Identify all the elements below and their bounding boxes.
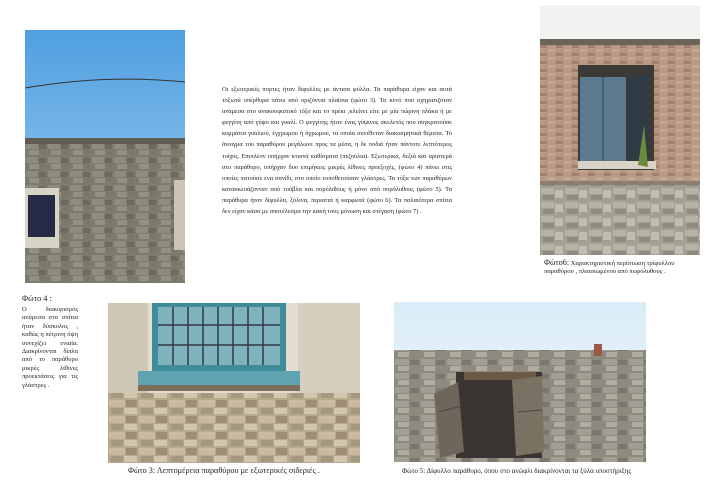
photo6-caption-text: Χαρακτηριστική περίπτωση τρίφυλλου παραθύρου , πλαισιωμένου από πωρόλυθους . [544,260,675,276]
photo6-caption [544,258,694,277]
photo5-caption: Φώτο 5: Δίφυλλο παράθυρο, όπου στο ανώφλι διακρίνονται τα ξύλα υποστήριξης [402,467,632,475]
photo-stone-house-top-left [25,30,185,283]
photo-double-window-bottom-right [394,302,646,462]
photo-window-iron-bars [108,303,360,463]
photo4-caption-text: Ο διακορισμός ανάμεσα στα σπίτια ήταν δύσκολος , καθώς η πέτρινη όψη συνεχίζει ενιαία. Διακρίνονται δίπλα από το παράθυρο μικρές λίθινες προεκτάσεις για τις γλάστρες . [22,306,78,389]
body-text-paragraph: Οι εξωτερικές πορτες ήταν δίφυλλες με άντισα φύλλα. Τα παράθυρα είχαν και αυτά τοξωτά υπέρθυρα πάνω από οριζόντια πλαίσια (φώτο 3). Τα κενό που σχηματιζόταν ανάμεσα στο ανακουφιστικό τόξο και το πρέκι ,κλείνει είτε με μία πώρινη πλάκα ή με φεγγίτη από γύψο και γυαλί. Ο φεγγίτης ήταν ένας γύψινος σκελετός που συγκρατούσε κομμάτια γυαλιού, έγχρωμου ή άχρωμου, τα οποία συνέθεταν διακοσμητικά θέματα. Το άνοιγμα του παραθύρου μεγάλωνε προς τα μέσα, η δε ποδιά ήταν πάντοτε λεπτότερος τοίχος. Επιπλέον υπήρχαν κτιστά καθίσματα (πεζούλια). Εξωτερικά, δεξιά και αριστερά στο παράθυρο, υπήρχαν δυο επιμήκεις μικρές λίθινες προεξοχές, (φώτο 4) πάνω στις οποίες πατούσε ενα σανίδι, στο οποίο τοποθετούσαν γλάστρες. Τα τόξα των παραθύρων κατασκευάζονταν από τούβλα και πορόλιθους ή μόνο από πορόλυθους (φώτο 5). Τα παράθυρα ήταν δίφυλλα, ξύλινα, περαστά ή καρφωτά (φώτο 6). Τα παλαιότερα σπίτια δεν είχαν κάσα με αποτέλεσμα την κακή τους μόνωση και στέγαση (φώτο 7) . [222,86,452,216]
photo6-caption-title: Φώτο6: [544,258,570,267]
photo4-caption-title: Φώτο 4 : [22,294,52,303]
photo3-caption: Φώτο 3: Λεπτομέρεια παραθύρου με εξωτερικές σιδεριές . [128,466,320,475]
photo-window-shutter-top-right [540,5,700,255]
